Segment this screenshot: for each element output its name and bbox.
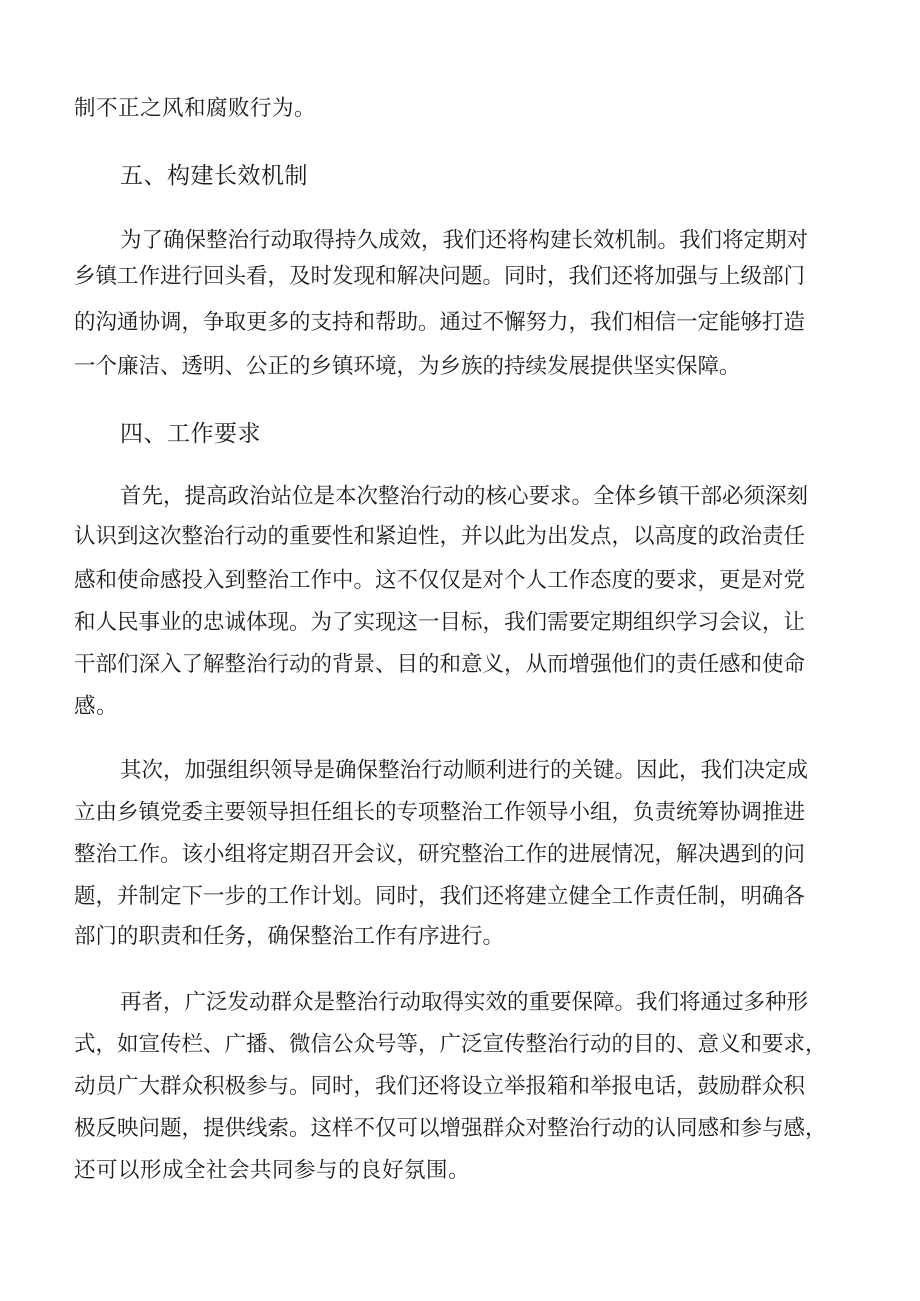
paragraph-line: 首先，提高政治站位是本次整治行动的核心要求。全体乡镇干部必须深刻 (120, 484, 809, 509)
paragraph-line: 还可以形成全社会共同参与的良好氛围。 (74, 1158, 471, 1183)
paragraph-line: 和人民事业的忠诚体现。为了实现这一目标，我们需要定期组织学习会议，让 (74, 610, 806, 635)
paragraph-line: 制不正之风和腐败行为。 (74, 96, 317, 121)
paragraph-line: 式，如宣传栏、广播、微信公众号等，广泛宣传整治行动的目的、意义和要求， (74, 1032, 827, 1057)
paragraph-line: 认识到这次整治行动的重要性和紧迫性，并以此为出发点，以高度的政治责任 (74, 524, 806, 549)
paragraph-line: 为了确保整治行动取得持久成效，我们还将构建长效机制。我们将定期对 (120, 228, 809, 253)
paragraph-line: 动员广大群众积极参与。同时，我们还将设立举报箱和举报电话，鼓励群众积 (74, 1074, 806, 1099)
paragraph-line: 整治工作。该小组将定期召开会议，研究整治工作的进展情况，解决遇到的问 (74, 842, 806, 867)
paragraph-line: 部门的职责和任务，确保整治工作有序进行。 (74, 924, 505, 949)
paragraph-line: 乡镇工作进行回头看，及时发现和解决问题。同时，我们还将加强与上级部门 (74, 264, 806, 289)
paragraph-line: 极反映问题，提供线索。这样不仅可以增强群众对整治行动的认同感和参与感， (74, 1116, 827, 1141)
paragraph-line: 感和使命感投入到整治工作中。这不仅仅是对个人工作态度的要求，更是对党 (74, 568, 806, 593)
paragraph-line: 感。 (74, 694, 119, 719)
paragraph-line: 其次，加强组织领导是确保整治行动顺利进行的关键。因此，我们决定成 (120, 758, 809, 783)
paragraph-line: 干部们深入了解整治行动的背景、目的和意义，从而增强他们的责任感和使命 (74, 652, 806, 677)
paragraph-line: 一个廉洁、透明、公正的乡镇环境，为乡族的持续发展提供坚实保障。 (74, 354, 741, 379)
paragraph-line: 再者，广泛发动群众是整治行动取得实效的重要保障。我们将通过多种形 (120, 990, 809, 1015)
paragraph-line: 题，并制定下一步的工作计划。同时，我们还将建立健全工作责任制，明确各 (74, 884, 806, 909)
section-heading-five: 五、构建长效机制 (120, 163, 308, 189)
paragraph-line: 的沟通协调，争取更多的支持和帮助。通过不懈努力，我们相信一定能够打造 (74, 310, 806, 335)
paragraph-line: 立由乡镇党委主要领导担任组长的专项整治工作领导小组，负责统筹协调推进 (74, 800, 806, 825)
section-heading-four: 四、工作要求 (120, 421, 261, 447)
